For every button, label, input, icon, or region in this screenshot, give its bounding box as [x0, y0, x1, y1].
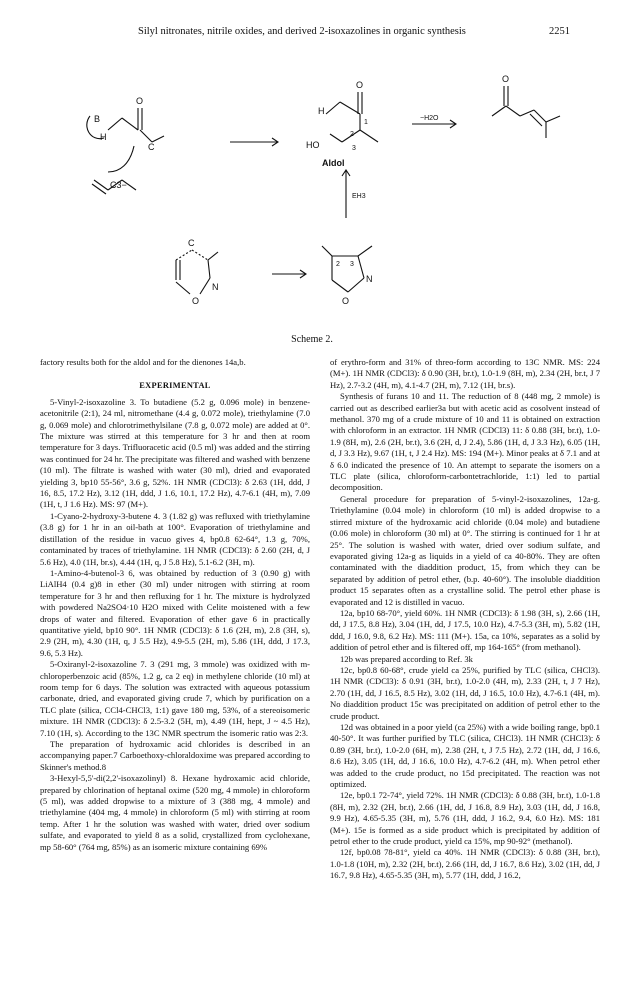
paragraph-12a: 12a, bp10 68-70°, yield 60%. 1H NMR (CDCl3): δ 1.98 (3H, s), 2.66 (1H, dd, J 17.5, 8.8 Hz), 3.04 (1H, dd, J 17.5, 10.0 Hz), 4.7-5.3 (3H, m), 5.82 (1H, ddd, J 16.0, 9.8, 6.2 Hz). MS: 111 (M+). 15a, ca 10%, separates as a solid by addition of petrol ether and is filtered off, mp 164-165° (from methanol).	[330, 607, 600, 653]
label-H-prod: H	[318, 106, 325, 116]
paragraph-continuation: factory results both for the aldol and for the dienones 14a,b.	[40, 357, 246, 367]
label-eh3: EH3	[352, 193, 366, 200]
ring-bond-3	[348, 278, 364, 292]
running-head	[0, 26, 624, 42]
label-C3-minus: C3−	[110, 180, 127, 190]
label-O-top: O	[136, 96, 144, 106]
label-H: H	[100, 132, 107, 142]
paragraph-5-vinyl: 5-Vinyl-2-isoxazoline 3. To butadiene (5.2 g, 0.096 mole) in benzene-acetonitrile (2:1), 24 ml, nitromethane (4.4 g, 0.072 mole), triethylamine (7.0 g, 0.069 mole) and chlorotrimethylsilane (7.8 g, 0.072 mole) are added at 0°. The mixture was stirred at this temperature for 3 hr and then at room temperature for 3 days. Trifluoracetic acid (0.5 ml) was added and the stirring was continued for 24 hr. The precipitate was filtered and washed with benzene (10 ml). The filtrate is washed with water (30 ml), dried and evaporated yielding 3, bp10 55-56°, 3.6 g, 52%. 1H NMR (CDCl3): δ 2.63 (1H, ddd, J 16, 8.5, 17.2 Hz), 3.12 (1H, ddd, J 1.6, 10.1, 17.2 Hz), 4.7-6.1 (4H, m), 7.09 (1H, t, J 1.6 Hz). MS: 97 (M+).	[40, 396, 310, 510]
enone-bond-3	[520, 110, 534, 116]
dipole-bond-5	[176, 282, 190, 294]
curved-arrow-2	[108, 146, 134, 172]
label-minus-h2o: −H2O	[420, 115, 439, 122]
scheme-2	[60, 60, 570, 330]
scheme-2-drawing	[60, 60, 570, 330]
paragraph-general-procedure: General procedure for preparation of 5-vinyl-2-isoxazolines, 12a-g. Triethylamine (0.04 mole) in chloroform (10 ml) is added dropwise to a stirred mixture of the hydroxamic acid chloride (0.04 mole) and butadiene (0.06 mole) in chloroform (30 ml) at 0°. The stirring is continued for 1 hr at 25°. The solution is washed with water, dried over sodium sulfate, and evaporated giving 12a-g as liquids in a yield of ca 40-80%. They are often contaminated with the diaddition product, 15, from which they can be separated by addition of petrol ether, (b.p. 40-60°). The insoluble diaddition product 15 separates often as a crystalline solid. The petrol ether phase is evaporated and 12 is distilled in vacuo.	[330, 493, 600, 607]
dipole-bond-8	[208, 252, 218, 260]
reactant-bond-2	[122, 118, 138, 130]
anion-co-2	[92, 184, 106, 194]
ring-bond-7	[322, 246, 332, 256]
label-HO: HO	[306, 140, 320, 150]
label-B: B	[94, 114, 101, 124]
label-2b: 2	[336, 261, 340, 268]
enone-bond-2	[506, 106, 520, 116]
paragraph-12e: 12e, bp0.1 72-74°, yield 72%. 1H NMR (CDCl3): δ 0.88 (3H, br.t), 1.0-1.8 (8H, m), 2.32 (2H, br.t), 2.66 (1H, dd, J 16.8, 8.9 Hz), 3.03 (1H, dd, J 16.8, 9.9 Hz), 4.65-5.35 (3H, m), 5.76 (1H, ddd, J 16.2, 9.4, 6.0 Hz). MS: 181 (M+). 15e is formed as a side product which is precipitated by addition of petrol ether to the crude product, yield ca 15%, mp 90-92° (methanol).	[330, 790, 600, 847]
running-title: Silyl nitronates, nitrile oxides, and derived 2-isoxazolines in organic synthesis	[138, 26, 466, 37]
scheme-caption: Scheme 2.	[291, 334, 333, 345]
ring-bond-4	[332, 280, 348, 292]
label-1: 1	[364, 119, 368, 126]
label-C-dipole: C	[188, 238, 195, 248]
right-column	[330, 357, 600, 882]
paragraph-hydroxamic: The preparation of hydroxamic acid chlorides is described in an accompanying paper.7 Carboethoxy-chloraldoxime was prepared according to Skinner's method.8	[40, 739, 310, 772]
enone-bond-1	[492, 106, 506, 116]
label-O-ring: O	[192, 296, 200, 306]
label-3: 3	[352, 145, 356, 152]
label-2: 2	[350, 131, 354, 138]
left-column	[40, 357, 310, 853]
dipole-bond-2	[192, 250, 208, 260]
ring-bond-2	[358, 256, 364, 278]
label-O-enone: O	[502, 74, 510, 84]
page-number: 2251	[549, 26, 570, 37]
dipole-bond-7	[208, 260, 210, 278]
paragraph-12b: 12b was prepared according to Ref. 3k	[340, 653, 473, 664]
enone-bond-4	[546, 116, 560, 122]
anion-co-1	[94, 180, 108, 190]
reactant-bond-3	[140, 130, 152, 142]
paragraph-amino: 1-Amino-4-butenol-3 6, was obtained by reduction of 3 (0.90 g) with LiAlH4 (0.4 g)8 in ether (30 ml) under nitrogen with stirring at room temperature for 3 hr and then refluxing for 1 hr. The mixture is hydrolyzed with powdered Na2SO4·10 H2O mixed with Celite moistened with a few drops of water and filtered. Evaporation of ether gave 6 in practically quantitative yield, bp10 90°. 1H NMR (CDCl3): δ 1.6 (2H, m), 2.8 (3H, s), 2.9 (2H, m), 4.30 (1H, q, J 5.5 Hz), 4.9-5.5 (2H, m), 5.86 (1H, ddd, J 17.3, 9.6, 5.3 Hz).	[40, 567, 310, 658]
label-N: N	[212, 282, 219, 292]
label-O-aldol: O	[356, 80, 364, 90]
reactant-bond-1	[108, 118, 122, 130]
paragraph-12c: 12c, bp0.8 60-68°, crude yield ca 25%, purified by TLC (silica, CHCl3). 1H NMR (CDCl3): δ 0.91 (3H, br.t), 1.0-2.0 (4H, m), 2.33 (2H, t, J 7 Hz), 2.70 (1H, dd, J 16.5, 8.5 Hz), 3.02 (1H, dd, J 16.5, 10.0 Hz), 4.7-6.1 (4H, m). No diaddition product 15c was precipitated on addition of petrol ether to the crude product.	[330, 664, 600, 721]
label-C: C	[148, 142, 155, 152]
ring-bond-6	[358, 246, 372, 256]
paragraph-furans: Synthesis of furans 10 and 11. The reduction of 8 (448 mg, 2 mmole) is carried out as described earlier3a but with acetic acid as cosolvent instead of methanol. 370 mg of a crude mixture of 10 and 11 is obtained on extraction with chloroform in an extractor. 1H NMR (CDCl3) 11: δ 0.88 (3H, br.t), 1.0-1.9 (8H, m), 2.6 (2H, br.t), 3.6 (2H, d, J 2.4), 5.86 (1H, d, J 3.3 Hz), 6.05 (1H, d, J 3.3 Hz), 9.67 (1H, t, J 2.4 Hz). MS: 194 (M+). Minor peaks at δ 7.1 and at δ 6.0 indicated the presence of 10. An attempt to separate the isomers on a TLC plate (silica, chloroform-carbontetrachloride, 1:1) led to partial decomposition.	[330, 391, 600, 493]
paragraph-cyano: 1-Cyano-2-hydroxy-3-butene 4. 3 (1.82 g) was refluxed with triethylamine (3.8 g) for 1 hr in an oil-bath at 100°. Evaporation of triethylamine and distillation of the residue in vacuo gives 4, bp0.8 62-64°, 1.3 g, 70%, contaminated by traces of triethylamine. 1H NMR (CDCl3): δ 2.60 (2H, d, J 5.6 Hz), 4.0 (1H, br.s), 4.44 (1H, q, J 5.8 Hz), 5.1-6.2 (3H, m).	[40, 510, 310, 567]
label-3b: 3	[350, 261, 354, 268]
paragraph-hexyl: 3-Hexyl-5,5'-di(2,2'-isoxazolinyl) 8. Hexane hydroxamic acid chloride, prepared by chlorination of heptanal oxime (520 mg, 4 mmole) in chloroform (5 ml), was added dropwise to a mixture of 3 (388 mg, 4 mmole) and triethylamine (404 mg, 4 mmole) in chloroform (5 ml) with stirring at room temp. After 1 hr the solution was washed with water, dried over sodium sulfate, and evaporated to yield 8 as a solid, crystallized from cyclohexane, mp 58-60° (764 mg, 85%) as an isomeric mixture containing 69%	[40, 773, 310, 852]
paragraph-oxiranyl: 5-Oxiranyl-2-isoxazoline 7. 3 (291 mg, 3 mmole) was oxidized with m-chloroperbenzoic acid (85%, 1.2 g, ca 2 eq) in methylene chloride (10 ml) at room temp for 6 days. The solution was extracted with aqueous potassium carbonate, dried, and evaporated giving crude 7, which by purification on a TLC plate (silica, CCl4-CHCl3, 1:1) gave 180 mg, 53%, of a stereoisomeric mixture. 1H NMR (CDCl3): δ 2.5-3.2 (5H, m), 4.49 (1H, hept, J ~ 4.5 Hz), 7.10 (1H, s). According to the 13C NMR spectrum the isomeric ratio was 2:3.	[40, 659, 310, 738]
aldol-bond-2	[340, 102, 360, 114]
label-N-prod: N	[366, 274, 373, 284]
dipole-bond-6	[200, 278, 210, 294]
section-heading-experimental: EXPERIMENTAL	[139, 381, 211, 391]
paragraph-12f: 12f, bp0.08 78-81°, yield ca 40%. 1H NMR (CDCl3): δ 0.88 (3H, br.t), 1.0-1.8 (10H, m), 2.32 (2H, br.t), 2.66 (1H, dd, J 16.7, 8.6 Hz), 3.02 (1H, dd, J 16.7, 9.8 Hz), 4.65-5.35 (3H, m), 5.77 (1H, ddd, J 16.2,	[330, 847, 600, 881]
label-O-ring2: O	[342, 296, 350, 306]
paragraph-erythro: of erythro-form and 31% of threo-form according to 13C NMR. MS: 224 (M+). 1H NMR (CDCl3): δ 0.90 (3H, br.t), 1.0-1.9 (8H, m), 2.34 (2H, br.t, J 7 Hz), 2.7-3.2 (4H, m), 4.1-4.7 (2H, m), 7.12 (1H, br.s).	[330, 357, 600, 390]
dipole-bond-1	[176, 250, 192, 260]
label-aldol: Aldol	[322, 158, 345, 168]
aldol-bond-1	[326, 102, 340, 114]
paragraph-12d: 12d was obtained in a poor yield (ca 25%) with a wide boiling range, bp0.1 40-50°. It was further purified by TLC (silica, CHCl3). 1H NMR (CHCl3): δ 0.89 (3H, br.t), 1.0-2.0 (6H, m), 2.38 (2H, t, J 7.5 Hz), 2.72 (1H, dd, J 16.6, 8.6 Hz), 3.05 (1H, dd, J 16.6, 10.0 Hz), 4.7-6.2 (4H, m). When petrol ether was added to the crude product, no 15d precipitated. The reaction was not optimized.	[330, 722, 600, 790]
aldol-bond-6	[330, 134, 342, 142]
aldol-bond-5	[360, 130, 378, 142]
